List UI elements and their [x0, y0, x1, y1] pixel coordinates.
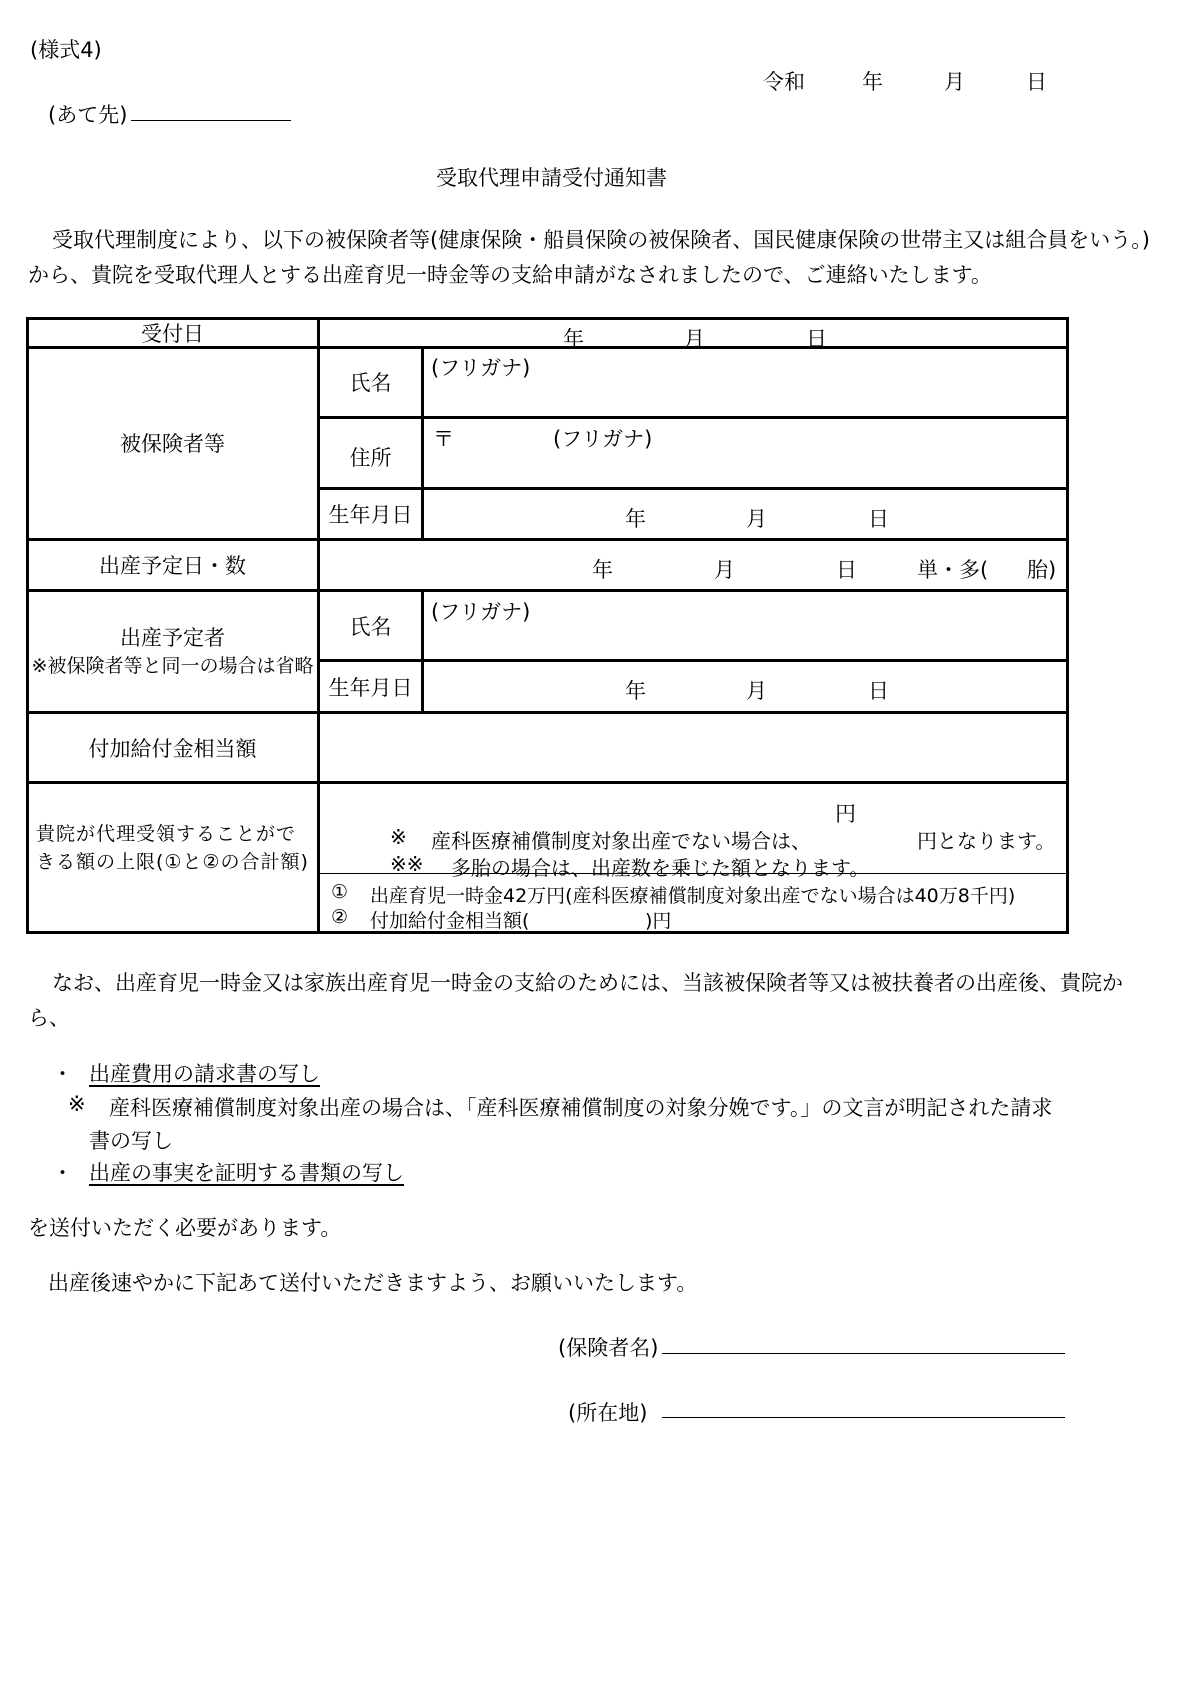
table-border-right — [1066, 317, 1069, 934]
date-month: 月 — [944, 70, 965, 94]
note1-tail: 円となります。 — [917, 829, 1056, 853]
row-divider — [318, 487, 1069, 490]
expectant-name-furigana: (フリガナ) — [431, 600, 531, 624]
row-divider — [26, 781, 1069, 784]
expectant-label-note: ※被保険者等と同一の場合は省略 — [31, 654, 314, 677]
insured-address-furigana: (フリガナ) — [553, 427, 653, 451]
addressee-label: (あて先) — [48, 103, 128, 127]
expectant-birth-year: 年 — [625, 679, 646, 703]
row-divider — [318, 659, 1069, 662]
note2-mark: ※※ — [390, 852, 424, 876]
column-divider — [421, 589, 424, 713]
sub-note-text: 産科医療補償制度対象出産の場合は、「産科医療補償制度の対象分娩です。」の文言が明記された請求書の写し — [89, 1096, 1053, 1153]
bullet-birth-proof-copy: 出産の事実を証明する書類の写し — [89, 1161, 404, 1185]
bullet-mark: ・ — [52, 1161, 73, 1185]
bullet-invoice-copy: 出産費用の請求書の写し — [89, 1062, 320, 1086]
page-title: 受取代理申請受付通知書 — [436, 166, 667, 190]
insured-birth-label: 生年月日 — [328, 503, 413, 527]
insured-address-label: 住所 — [349, 446, 392, 470]
due-date-births: 胎) — [1027, 558, 1057, 582]
note2-text: 多胎の場合は、出産数を乗じた額となります。 — [451, 856, 870, 880]
addressee-field[interactable] — [131, 120, 291, 121]
upper-limit-yen: 円 — [835, 802, 856, 826]
insurer-name-label: (保険者名) — [558, 1336, 659, 1360]
location-field[interactable] — [662, 1417, 1065, 1418]
request-paragraph: 出産後速やかに下記あて送付いただきますよう、お願いいたします。 — [48, 1271, 698, 1295]
item2-mark: ② — [331, 906, 349, 928]
insured-name-label: 氏名 — [349, 371, 392, 395]
reception-date-year: 年 — [563, 327, 584, 351]
expectant-label-title: 出産予定者 — [120, 625, 225, 650]
date-era: 令和 — [763, 70, 805, 94]
bullet-mark: ・ — [52, 1062, 73, 1086]
date-day: 日 — [1026, 70, 1047, 94]
due-date-day: 日 — [836, 558, 857, 582]
due-date-multiplicity: 単・多( — [917, 558, 989, 582]
item1-mark: ① — [331, 881, 349, 903]
reception-date-label: 受付日 — [141, 322, 204, 346]
postal-mark: 〒 — [433, 427, 454, 451]
insured-birth-month: 月 — [746, 507, 767, 531]
expectant-birth-day: 日 — [868, 679, 889, 703]
location-label: (所在地) — [568, 1401, 648, 1425]
closing-paragraph: なお、出産育児一時金又は家族出産育児一時金の支給のためには、当該被保険者等又は被扶養者の出産後、貴院から、 — [28, 971, 1123, 1030]
sub-note-mark: ※ — [68, 1092, 86, 1116]
row-divider — [318, 416, 1069, 419]
send-paragraph: を送付いただく必要があります。 — [28, 1216, 342, 1240]
due-date-year: 年 — [592, 558, 613, 582]
expectant-birth-label: 生年月日 — [328, 675, 413, 700]
intro-paragraph: 受取代理制度により、以下の被保険者等(健康保険・船員保険の被保険者、国民健康保険の世帯主又は組合員をいう。)から、貴院を受取代理人とする出産育児一時金等の支給申請がなされましたので、ご連絡いたします。 — [28, 228, 1150, 287]
column-divider — [421, 346, 424, 540]
due-date-label: 出産予定日・数 — [99, 554, 246, 578]
insured-birth-year: 年 — [625, 507, 646, 531]
expectant-label — [28, 592, 317, 711]
date-year: 年 — [862, 70, 883, 94]
reception-date-month: 月 — [684, 327, 705, 351]
note1-text: 産科医療補償制度対象出産でない場合は、 — [431, 829, 811, 853]
note1-mark: ※ — [390, 825, 407, 849]
insured-name-furigana: (フリガナ) — [431, 356, 531, 380]
reception-date-day: 日 — [806, 327, 827, 351]
upper-limit-label: 貴院が代理受領することができる額の上限(①と②の合計額) — [36, 823, 309, 873]
item2-tail: )円 — [645, 910, 672, 932]
item2-text: 付加給付金相当額( — [370, 910, 530, 932]
insured-label: 被保険者等 — [120, 432, 225, 456]
additional-benefit-label: 付加給付金相当額 — [88, 736, 257, 761]
item1-text: 出産育児一時金42万円(産科医療補償制度対象出産でない場合は40万8千円) — [370, 885, 1016, 907]
table-border-bottom — [26, 931, 1069, 934]
insured-birth-day: 日 — [868, 507, 889, 531]
form-number: (様式4) — [30, 38, 102, 62]
expectant-name-label: 氏名 — [349, 614, 392, 639]
expectant-birth-month: 月 — [746, 679, 767, 703]
insurer-name-field[interactable] — [662, 1353, 1065, 1354]
due-date-month: 月 — [714, 558, 735, 582]
